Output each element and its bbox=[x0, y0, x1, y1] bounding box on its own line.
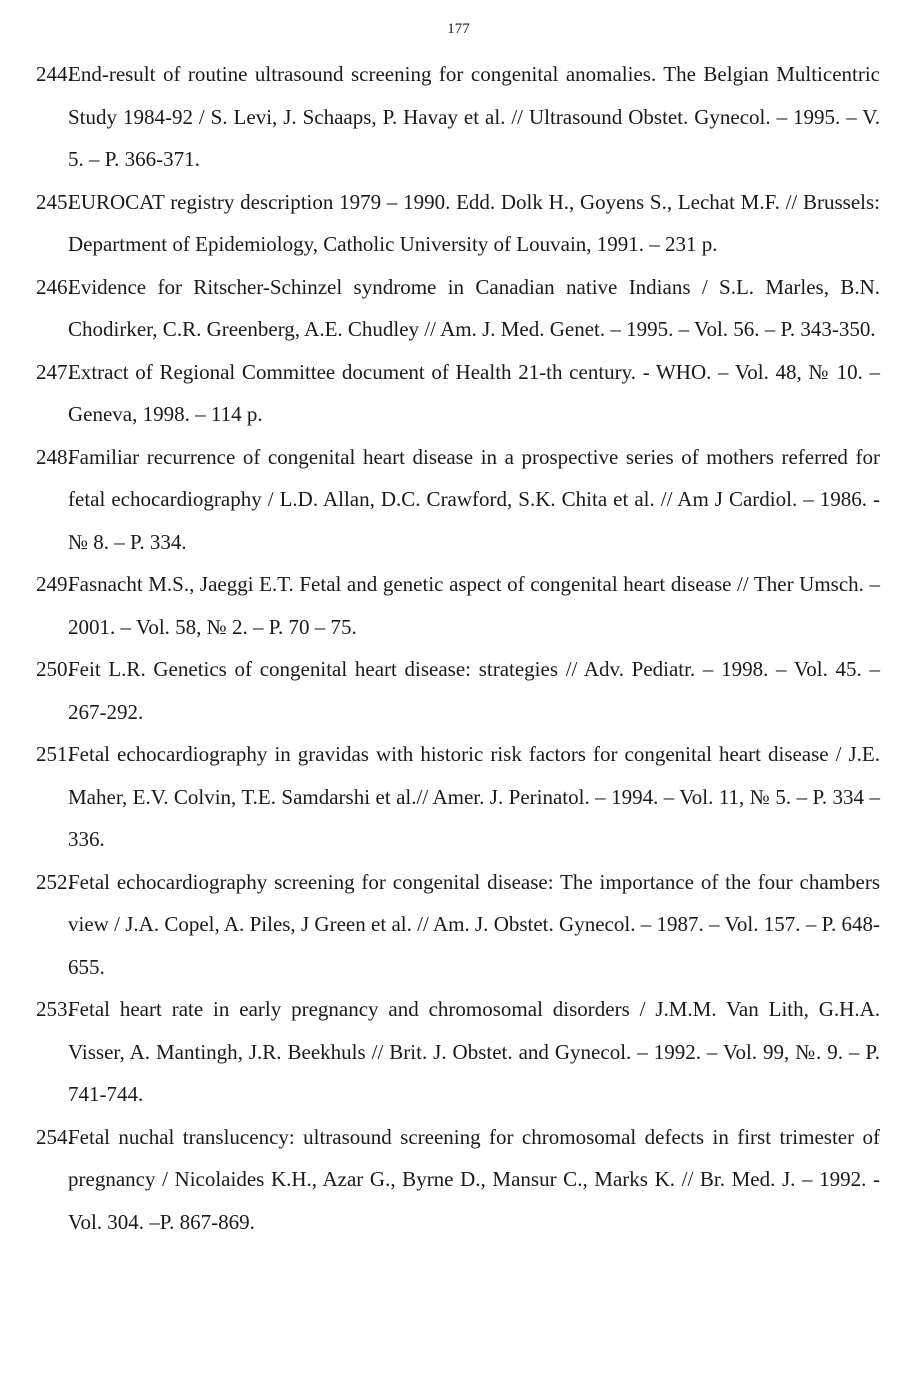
page-number: 177 bbox=[447, 21, 470, 37]
reference-item bbox=[0, 988, 880, 1116]
reference-text: EUROCAT registry description 1979 – 1990. Edd. Dolk H., Goyens S., Lechat M.F. // Brussels: Department of Epidemiology, Catholic University of Louvain, 1991. – 231 p. bbox=[68, 189, 880, 256]
reference-text: Familiar recurrence of congenital heart disease in a prospective series of mothers referred for fetal echocardiography / L.D. Allan, D.C. Crawford, S.K. Chita et al. // Am J Cardiol. – 1986. - № 8. – P. 334. bbox=[68, 444, 880, 554]
reference-text: Fetal echocardiography in gravidas with historic risk factors for congenital heart disease / J.E. Maher, E.V. Colvin, T.E. Samdarshi et al.// Amer. J. Perinatol. – 1994. – Vol. 11, № 5. – P. 334 – 336. bbox=[68, 742, 880, 851]
reference-number: 247. bbox=[36, 359, 73, 384]
reference-number: 254. bbox=[36, 1124, 73, 1149]
reference-text: Fetal echocardiography screening for congenital disease: The importance of the four chambers view / J.A. Copel, A. Piles, J Green et al. // Am. J. Obstet. Gynecol. – 1987. – Vol. 157. – P. 648-655. bbox=[68, 869, 880, 979]
reference-text: Fetal heart rate in early pregnancy and chromosomal disorders / J.M.M. Van Lith, G.H.A. Visser, A. Mantingh, J.R. Beekhuls // Brit. J. Obstet. and Gynecol. – 1992. – Vol. 99, №. 9. – P. 741-744. bbox=[68, 997, 880, 1106]
reference-text: Extract of Regional Committee document of Health 21-th century. - WHO. – Vol. 48, № 10. – Geneva, 1998. – 114 p. bbox=[68, 359, 880, 426]
reference-text: Fetal nuchal translucency: ultrasound screening for chromosomal defects in first trimester of pregnancy / Nicolaides K.H., Azar G., Byrne D., Mansur C., Marks K. // Br. Med. J. – 1992. - Vol. 304. –P. 867-869. bbox=[68, 1124, 880, 1234]
reference-item bbox=[0, 648, 880, 733]
reference-item bbox=[0, 53, 880, 181]
reference-item bbox=[0, 563, 880, 648]
reference-item bbox=[0, 733, 880, 861]
reference-number: 245. bbox=[36, 189, 73, 214]
reference-number: 253. bbox=[36, 997, 73, 1021]
reference-number: 251. bbox=[36, 742, 73, 766]
reference-text: Feit L.R. Genetics of congenital heart disease: strategies // Adv. Pediatr. – 1998. – Vol. 45. – 267-292. bbox=[68, 657, 880, 724]
reference-item bbox=[0, 181, 880, 266]
reference-text: End-result of routine ultrasound screening for congenital anomalies. The Belgian Multicentric Study 1984-92 / S. Levi, J. Schaaps, P. Havay et al. // Ultrasound Obstet. Gynecol. – 1995. – V. 5. – P. 366-371. bbox=[68, 62, 880, 171]
reference-number: 249. bbox=[36, 572, 73, 596]
reference-number: 252. bbox=[36, 869, 73, 894]
reference-item bbox=[0, 861, 880, 989]
reference-number: 246. bbox=[36, 274, 73, 299]
reference-text: Evidence for Ritscher-Schinzel syndrome in Canadian native Indians / S.L. Marles, B.N. Chodirker, C.R. Greenberg, A.E. Chudley // Am. J. Med. Genet. – 1995. – Vol. 56. – P. 343-350. bbox=[68, 274, 880, 341]
reference-item bbox=[0, 436, 880, 564]
reference-item bbox=[0, 351, 880, 436]
reference-text: Fasnacht M.S., Jaeggi E.T. Fetal and genetic aspect of congenital heart disease // Ther Umsch. – 2001. – Vol. 58, № 2. – P. 70 – 75. bbox=[68, 572, 880, 639]
reference-item bbox=[0, 266, 880, 351]
reference-number: 248. bbox=[36, 444, 73, 469]
reference-number: 250. bbox=[36, 657, 73, 681]
reference-item bbox=[0, 1116, 880, 1244]
reference-number: 244. bbox=[36, 62, 73, 86]
reference-list bbox=[0, 53, 917, 1243]
